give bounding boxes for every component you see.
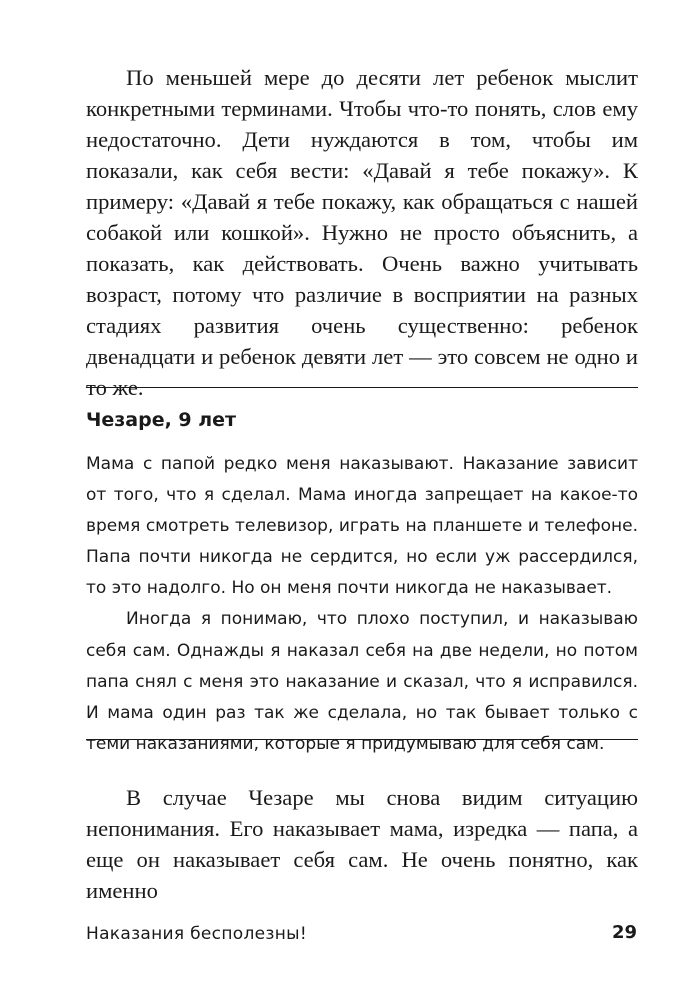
sidebar-title: Чезаре, 9 лет (86, 409, 237, 431)
running-footer-title: Наказания бесполезны! (86, 924, 307, 944)
page-number: 29 (611, 922, 637, 943)
sidebar-paragraph: Мама с папой редко меня наказывают. Наказание зависит от того, что я сделал. Мама иногда запрещает на какое-то время смотреть телевизор, играть на планшете и телефоне. Папа почти никогда не сердится, но если уж рассердился, то это надолго. Но он меня почти никогда не наказывает. (86, 454, 638, 599)
intro-paragraph: По меньшей мере до десяти лет ребенок мыслит конкретными терминами. Чтобы что-то понять, слов ему недостаточно. Дети нуждаются в том, чтобы им показали, как себя вести: «Давай я тебе покажу». К примеру: «Давай я тебе покажу, как обращаться с нашей собакой или кошкой». Нужно не просто объяснить, а показать, как действовать. Очень важно учитывать возраст, потому что различие в восприятии на разных стадиях развития очень существенно: ребенок двенадцати и ребенок девяти лет — это совсем не одно и то же. (86, 65, 638, 400)
sidebar-quote (86, 449, 638, 760)
sidebar-bottom-divider (86, 739, 638, 740)
sidebar-top-divider (86, 387, 638, 388)
sidebar-paragraph: Иногда я понимаю, что плохо поступил, и наказываю себя сам. Однажды я наказал себя на две недели, но потом папа снял с меня это наказание и сказал, что я исправился. И мама один раз так же сделала, но так бывает только с теми наказаниями, которые я придумываю для себя сам. (86, 609, 638, 754)
closing-paragraph: В случае Чезаре мы снова видим ситуацию непонимания. Его наказывает мама, изредка — папа, а еще он наказывает себя сам. Не очень понятно, как именно (86, 785, 638, 903)
